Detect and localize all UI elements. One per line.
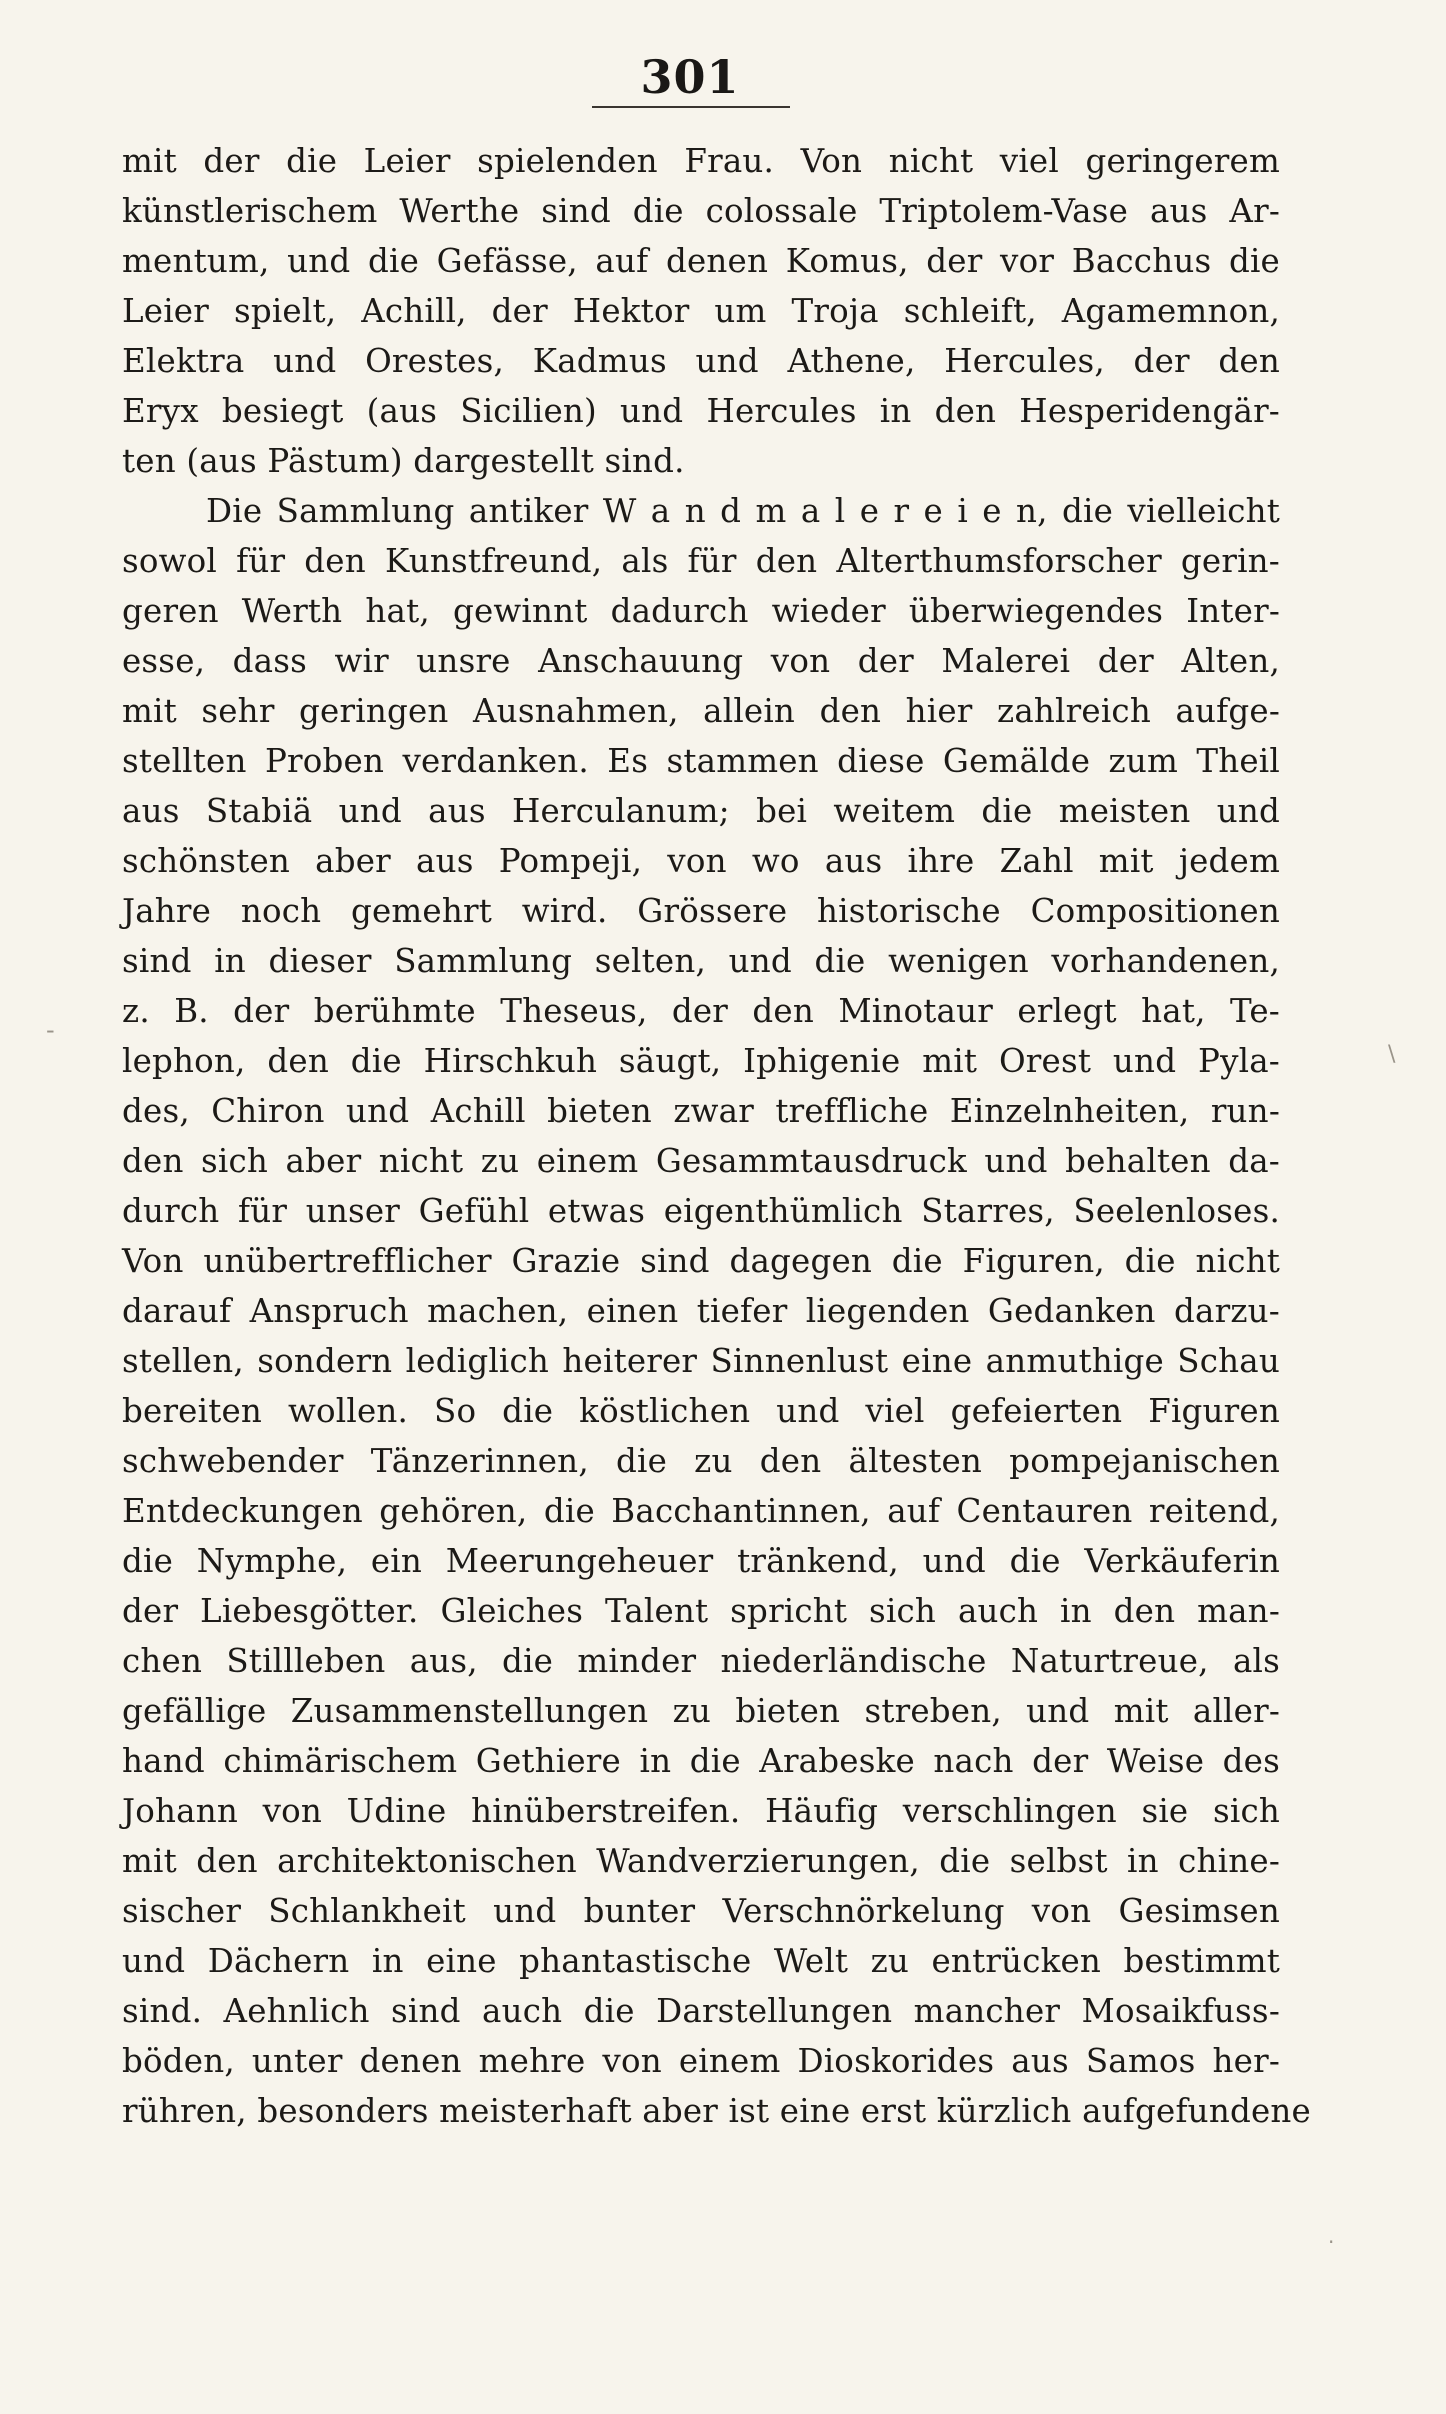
text-line: gefällige Zusammenstellungen zu bieten streben, und mit aller- [122, 1692, 1280, 1730]
text-line: aus Stabiä und aus Herculanum; bei weitem die meisten und [122, 792, 1280, 830]
text-line: Die Sammlung antiker W a n d m a l e r e i e n, die vielleicht [206, 492, 1280, 530]
text-line: des, Chiron und Achill bieten zwar treffliche Einzelnheiten, run- [122, 1092, 1280, 1130]
text-line: hand chimärischem Gethiere in die Arabeske nach der Weise des [122, 1742, 1280, 1780]
page-number: 301 [640, 50, 740, 104]
text-line: sischer Schlankheit und bunter Verschnörkelung von Gesimsen [122, 1892, 1280, 1930]
body-text [122, 136, 1311, 2136]
text-line: Leier spielt, Achill, der Hektor um Troja schleift, Agamemnon, [122, 292, 1280, 330]
text-line: mit der die Leier spielenden Frau. Von nicht viel geringerem [122, 142, 1280, 180]
text-line: durch für unser Gefühl etwas eigenthümlich Starres, Seelenloses. [122, 1192, 1280, 1230]
text-line: bereiten wollen. So die köstlichen und viel gefeierten Figuren [122, 1392, 1280, 1430]
margin-mark: . [1328, 2224, 1335, 2248]
text-line: und Dächern in eine phantastische Welt zu entrücken bestimmt [122, 1942, 1280, 1980]
text-line: chen Stillleben aus, die minder niederländische Naturtreue, als [122, 1642, 1280, 1680]
text-line: mentum, und die Gefässe, auf denen Komus, der vor Bacchus die [122, 242, 1280, 280]
text-line: die Nymphe, ein Meerungeheuer tränkend, und die Verkäuferin [122, 1542, 1280, 1580]
header-rule [592, 106, 790, 108]
text-line: sowol für den Kunstfreund, als für den Alterthumsforscher gerin- [122, 542, 1280, 580]
text-line: sind in dieser Sammlung selten, und die wenigen vorhandenen, [122, 942, 1280, 980]
text-line: böden, unter denen mehre von einem Dioskorides aus Samos her- [122, 2042, 1280, 2080]
text-line: Elektra und Orestes, Kadmus und Athene, Hercules, der den [122, 342, 1280, 380]
text-line: esse, dass wir unsre Anschauung von der Malerei der Alten, [122, 642, 1280, 680]
text-line: stellen, sondern lediglich heiterer Sinnenlust eine anmuthige Schau [122, 1342, 1280, 1380]
text-line: lephon, den die Hirschkuh säugt, Iphigenie mit Orest und Pyla- [122, 1042, 1280, 1080]
text-line: mit den architektonischen Wandverzierungen, die selbst in chine- [122, 1842, 1280, 1880]
text-line: schönsten aber aus Pompeji, von wo aus ihre Zahl mit jedem [122, 842, 1280, 880]
text-line: ten (aus Pästum) dargestellt sind. [122, 442, 685, 480]
text-line: Von unübertrefflicher Grazie sind dagegen die Figuren, die nicht [122, 1242, 1280, 1280]
text-line: stellten Proben verdanken. Es stammen diese Gemälde zum Theil [122, 742, 1280, 780]
text-line: mit sehr geringen Ausnahmen, allein den hier zahlreich aufge- [122, 692, 1280, 730]
margin-mark: \ [1388, 1042, 1396, 1067]
text-line: sind. Aehnlich sind auch die Darstellungen mancher Mosaikfuss- [122, 1992, 1280, 2030]
text-line: der Liebesgötter. Gleiches Talent spricht sich auch in den man- [122, 1592, 1280, 1630]
margin-mark: - [46, 1016, 55, 1044]
text-line: Jahre noch gemehrt wird. Grössere historische Compositionen [122, 892, 1280, 930]
text-line: Eryx besiegt (aus Sicilien) und Hercules in den Hesperidengär- [122, 392, 1280, 430]
text-line: rühren, besonders meisterhaft aber ist eine erst kürzlich aufgefundene [122, 2092, 1311, 2130]
text-line: den sich aber nicht zu einem Gesammtausdruck und behalten da- [122, 1142, 1280, 1180]
text-line: geren Werth hat, gewinnt dadurch wieder überwiegendes Inter- [122, 592, 1280, 630]
text-line: Johann von Udine hinüberstreifen. Häufig verschlingen sie sich [122, 1792, 1280, 1830]
text-line: Entdeckungen gehören, die Bacchantinnen, auf Centauren reitend, [122, 1492, 1280, 1530]
text-line: schwebender Tänzerinnen, die zu den ältesten pompejanischen [122, 1442, 1280, 1480]
text-line: künstlerischem Werthe sind die colossale Triptolem-Vase aus Ar- [122, 192, 1280, 230]
text-line: z. B. der berühmte Theseus, der den Minotaur erlegt hat, Te- [122, 992, 1280, 1030]
text-line: darauf Anspruch machen, einen tiefer liegenden Gedanken darzu- [122, 1292, 1280, 1330]
